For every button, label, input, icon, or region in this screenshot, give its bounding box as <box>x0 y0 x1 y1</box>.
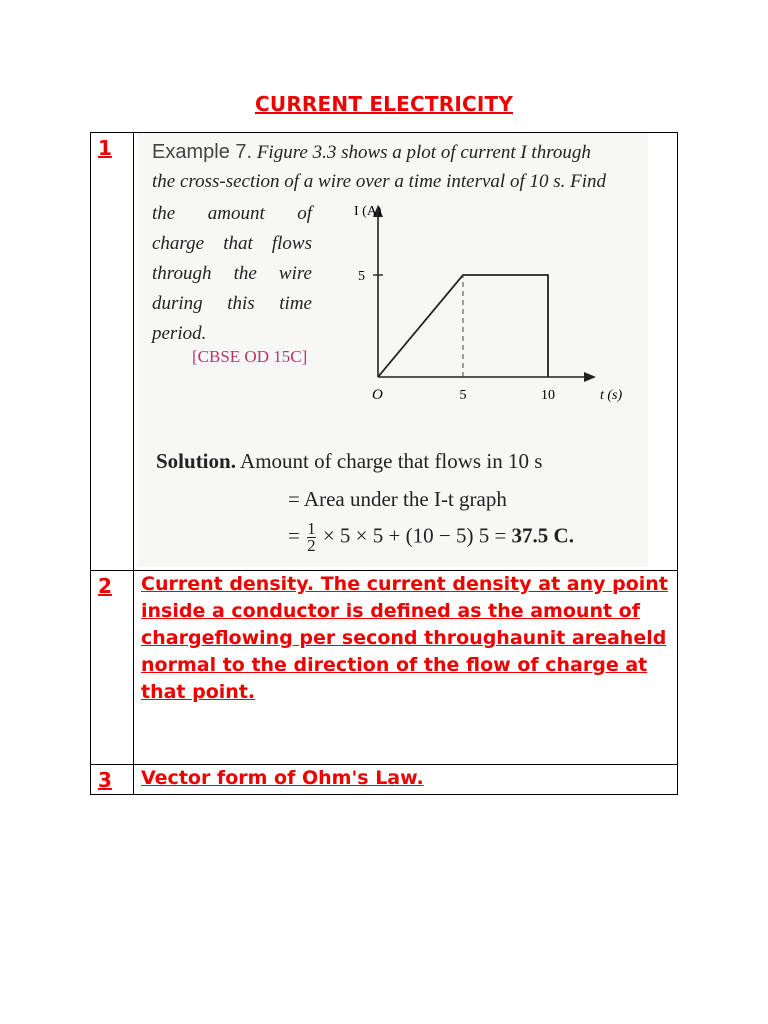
x-tick-label: 5 <box>459 388 467 403</box>
example-word: the <box>233 263 257 284</box>
solution-head: Solution. <box>156 449 236 473</box>
solution-line-1: Solution. Amount of charge that flows in 10 s <box>156 449 543 473</box>
example-line-2: the cross-section of a wire over a time interval of 10 s. Find <box>152 171 606 192</box>
example-left-line: period. <box>152 323 207 344</box>
example-left-line <box>152 199 312 229</box>
example-word: wire <box>278 263 312 284</box>
textbook-scan <box>138 133 648 567</box>
row-number: 1 <box>91 133 134 571</box>
fraction: $\frac{1}{2}$ <box>307 519 316 555</box>
example-left-line <box>152 289 312 319</box>
x-axis-label: t (s) <box>600 388 623 403</box>
example-cell <box>134 133 678 571</box>
example-word: charge <box>152 233 205 254</box>
example-line-1: Example 7. Figure 3.3 shows a plot of current I through <box>152 141 591 163</box>
solution-line-2: = Area under the I-t graph <box>288 487 507 511</box>
exam-tag: [CBSE OD 15C] <box>192 347 308 366</box>
example-word: through <box>152 263 212 284</box>
x-axis-arrow-icon <box>584 372 596 382</box>
example-left-line <box>152 259 312 289</box>
current-series-line <box>378 275 548 377</box>
example-left-line <box>152 229 312 259</box>
question-table <box>90 132 678 795</box>
current-time-graph <box>354 201 640 411</box>
table-row <box>91 765 678 795</box>
example-word: this <box>227 293 255 314</box>
solution-line-3: = $\frac{1}{2}$ × 5 × 5 + (10 − 5) 5 = 37.5 C. <box>288 519 574 555</box>
row-text: Current density. The current density at any point inside a conductor is defined as the amount of chargeflowing per second throughaunit areaheld normal to the direction of the flow of charge at that point. <box>134 571 678 765</box>
table-row <box>91 571 678 765</box>
row-text: Vector form of Ohm's Law. <box>134 765 678 795</box>
origin-label: O <box>372 387 383 403</box>
example-word: time <box>279 293 312 314</box>
page-title: CURRENT ELECTRICITY <box>255 92 513 116</box>
x-tick-label: 10 <box>541 388 555 403</box>
example-word: that <box>223 233 253 254</box>
example-word: of <box>297 203 312 224</box>
table-row <box>91 133 678 571</box>
example-word: amount <box>207 203 265 224</box>
example-label: Example 7. <box>152 141 253 163</box>
example-word: during <box>152 293 203 314</box>
row-number: 3 <box>91 765 134 795</box>
example-word: flows <box>271 233 312 254</box>
example-left-text <box>152 199 312 349</box>
y-axis-label: I (A) <box>354 204 382 219</box>
example-word: the <box>152 203 176 224</box>
row-number: 2 <box>91 571 134 765</box>
y-tick-label: 5 <box>358 269 365 284</box>
solution-answer: 37.5 C. <box>511 523 574 548</box>
